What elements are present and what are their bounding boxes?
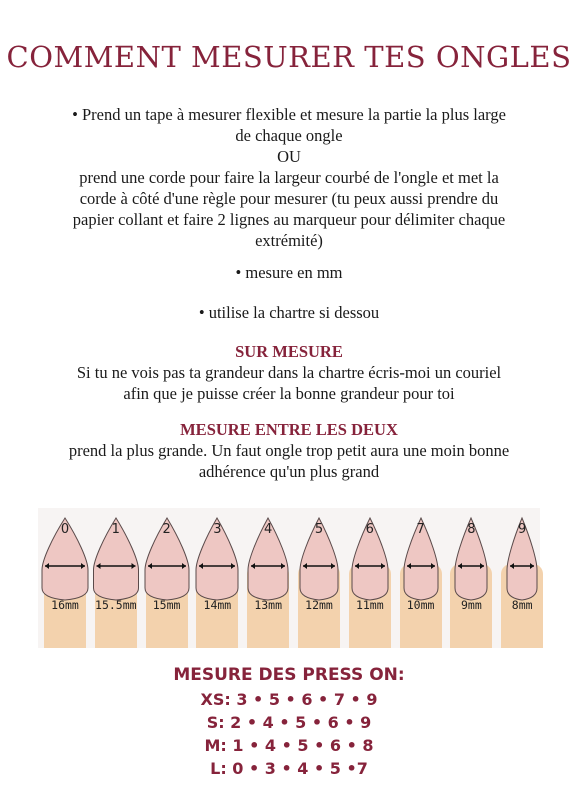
nail-item-6 [345,508,395,648]
bullet-mm: • mesure en mm [235,263,343,282]
entre-deux-heading: MESURE ENTRE LES DEUX [180,420,398,439]
instruction-line: extrémité) [255,231,323,250]
nail-number: 5 [314,522,324,537]
nail-size-label: 11mm [355,598,384,612]
nail-item-1 [91,508,141,648]
instruction-line: de chaque ongle [235,126,343,145]
nail-number: 1 [111,522,120,537]
nail-item-3 [192,508,242,648]
nail-number: 9 [518,522,527,537]
press-on-heading: MESURE DES PRESS ON: [173,665,405,685]
sur-mesure-line: afin que je puisse créer la bonne grandeur pour toi [123,384,455,403]
nail-number: 3 [213,522,222,537]
nail-size-label: 13mm [254,598,283,612]
instruction-line: corde à côté d'une règle pour mesurer (tu peux aussi prendre du [79,189,499,208]
size-xs: XS: 3 • 5 • 6 • 7 • 9 [200,690,378,709]
sur-mesure-text [20,362,558,404]
size-l: L: 0 • 3 • 4 • 5 •7 [210,759,368,778]
instruction-line: papier collant et faire 2 lignes au marqueur pour délimiter chaque [72,210,506,229]
entre-deux-line: prend la plus grande. Un faut ongle trop petit aura une moin bonne [68,441,510,460]
nail-item-8 [446,508,496,648]
nail-number: 2 [162,522,171,537]
sur-mesure-heading: SUR MESURE [235,342,343,361]
nail-size-chart [38,508,540,648]
nail-number: 8 [467,522,476,537]
nail-size-label: 9mm [461,598,482,612]
entre-deux-text [20,440,558,482]
nail-size-label: 14mm [203,598,232,612]
nail-item-2 [142,508,192,648]
nail-size-label: 8mm [511,598,533,612]
nail-size-label: 15mm [152,598,181,612]
nail-item-7 [396,508,446,648]
nail-number: 0 [60,522,70,537]
entre-deux-line: adhérence qu'un plus grand [198,462,380,481]
nail-number: 4 [264,522,273,537]
nail-size-label: 15.5mm [95,598,137,612]
nail-number: 7 [416,522,425,537]
size-m: M: 1 • 4 • 5 • 6 • 8 [204,736,374,755]
sur-mesure-line: Si tu ne vois pas ta grandeur dans la chartre écris-moi un couriel [76,363,502,382]
instructions-block [20,104,558,251]
nail-item-4 [243,508,293,648]
nail-number: 6 [365,522,374,537]
nail-size-label: 12mm [305,598,333,612]
nail-item-9 [497,508,547,648]
page-title: COMMENT MESURER TES ONGLES [6,40,572,74]
instruction-line: • Prend un tape à mesurer flexible et mesure la partie la plus large [72,105,506,124]
instruction-line: prend une corde pour faire la largeur courbé de l'ongle et met la [79,168,499,187]
nail-size-label: 16mm [51,598,79,612]
nail-size-label: 10mm [406,598,435,612]
size-s: S: 2 • 4 • 5 • 6 • 9 [206,713,372,732]
nail-item-5 [294,508,344,648]
bullet-chart: • utilise la chartre si dessou [198,303,380,322]
nail-item-0 [40,508,90,648]
instruction-or: OU [277,147,301,166]
